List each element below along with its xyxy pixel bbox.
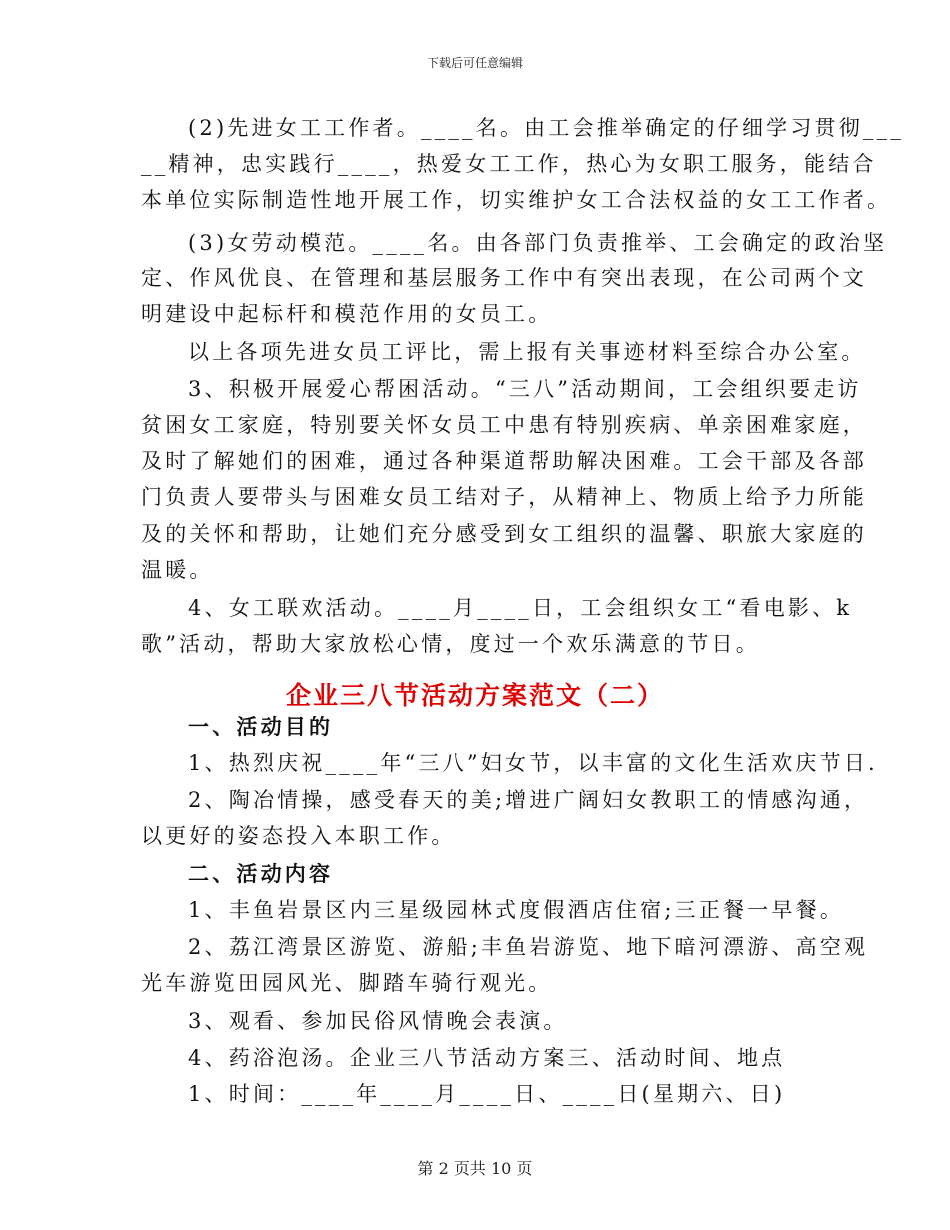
page-header: 下载后可任意编辑 (426, 56, 523, 70)
paragraph-line: 以更好的姿态投入本职工作。 (141, 824, 456, 848)
paragraph-line: 贫困女工家庭，特别要关怀女员工中患有特别疾病、单亲困难家庭， (141, 413, 867, 437)
paragraph-line: 温暖。 (141, 558, 214, 582)
paragraph-line: (2)先进女工工作者。____名。由工会推举确定的仔细学习贯彻___ (188, 116, 905, 140)
section-heading: 二、活动内容 (188, 861, 334, 886)
paragraph-line: 4、药浴泡汤。企业三八节活动方案三、活动时间、地点 (188, 1046, 786, 1070)
paragraph-line: 2、荔江湾景区游览、游船;丰鱼岩游览、地下暗河漂游、高空观 (188, 935, 869, 959)
paragraph-line: 3、观看、参加民俗风情晚会表演。 (188, 1009, 568, 1033)
paragraph-line: 1、时间：____年____月____日、____日(星期六、日) (188, 1082, 786, 1106)
paragraph-line: 门负责人要带头与困难女员工结对子，从精神上、物质上给予力所能 (141, 485, 867, 509)
paragraph-line: 4、女工联欢活动。____月____日，工会组织女工“看电影、k (188, 596, 853, 620)
paragraph-line: 光车游览田园风光、脚踏车骑行观光。 (141, 971, 553, 995)
paragraph-line: 定、作风优良、在管理和基层服务工作中有突出表现，在公司两个文 (141, 266, 867, 290)
section-heading: 一、活动目的 (188, 714, 334, 739)
paragraph-line: 以上各项先进女员工评比，需上报有关事迹材料至综合办公室。 (188, 340, 866, 364)
paragraph-line: 及时了解她们的困难，通过各种渠道帮助解决困难。工会干部及各部 (141, 449, 867, 473)
paragraph-line: (3)女劳动模范。____名。由各部门负责推举、工会确定的政治坚 (188, 231, 888, 255)
paragraph-line: 明建设中起标杆和模范作用的女员工。 (141, 302, 553, 326)
paragraph-line: 及的关怀和帮助，让她们充分感受到女工组织的温馨、职旅大家庭的 (141, 522, 867, 546)
paragraph-line: 本单位实际制造性地开展工作，切实维护女工合法权益的女工工作者。 (141, 188, 892, 212)
paragraph-line: 1、热烈庆祝____年“三八”妇女节，以丰富的文化生活欢庆节日. (188, 751, 878, 775)
paragraph-line: 3、积极开展爱心帮困活动。“三八”活动期间，工会组织要走访 (188, 377, 862, 401)
paragraph-line: 2、陶冶情操，感受春天的美;增进广阔妇女教职工的情感沟通， (188, 788, 869, 812)
section-title: 企业三八节活动方案范文（二） (285, 681, 664, 710)
paragraph-line: __精神，忠实践行____，热爱女工工作，热心为女职工服务，能结合 (141, 152, 877, 176)
paragraph-line: 1、丰鱼岩景区内三星级园林式度假酒店住宿;三正餐一早餐。 (188, 898, 845, 922)
page-footer: 第 2 页共 10 页 (417, 1159, 533, 1178)
paragraph-line: 歌”活动，帮助大家放松心情，度过一个欢乐满意的节日。 (141, 632, 760, 656)
